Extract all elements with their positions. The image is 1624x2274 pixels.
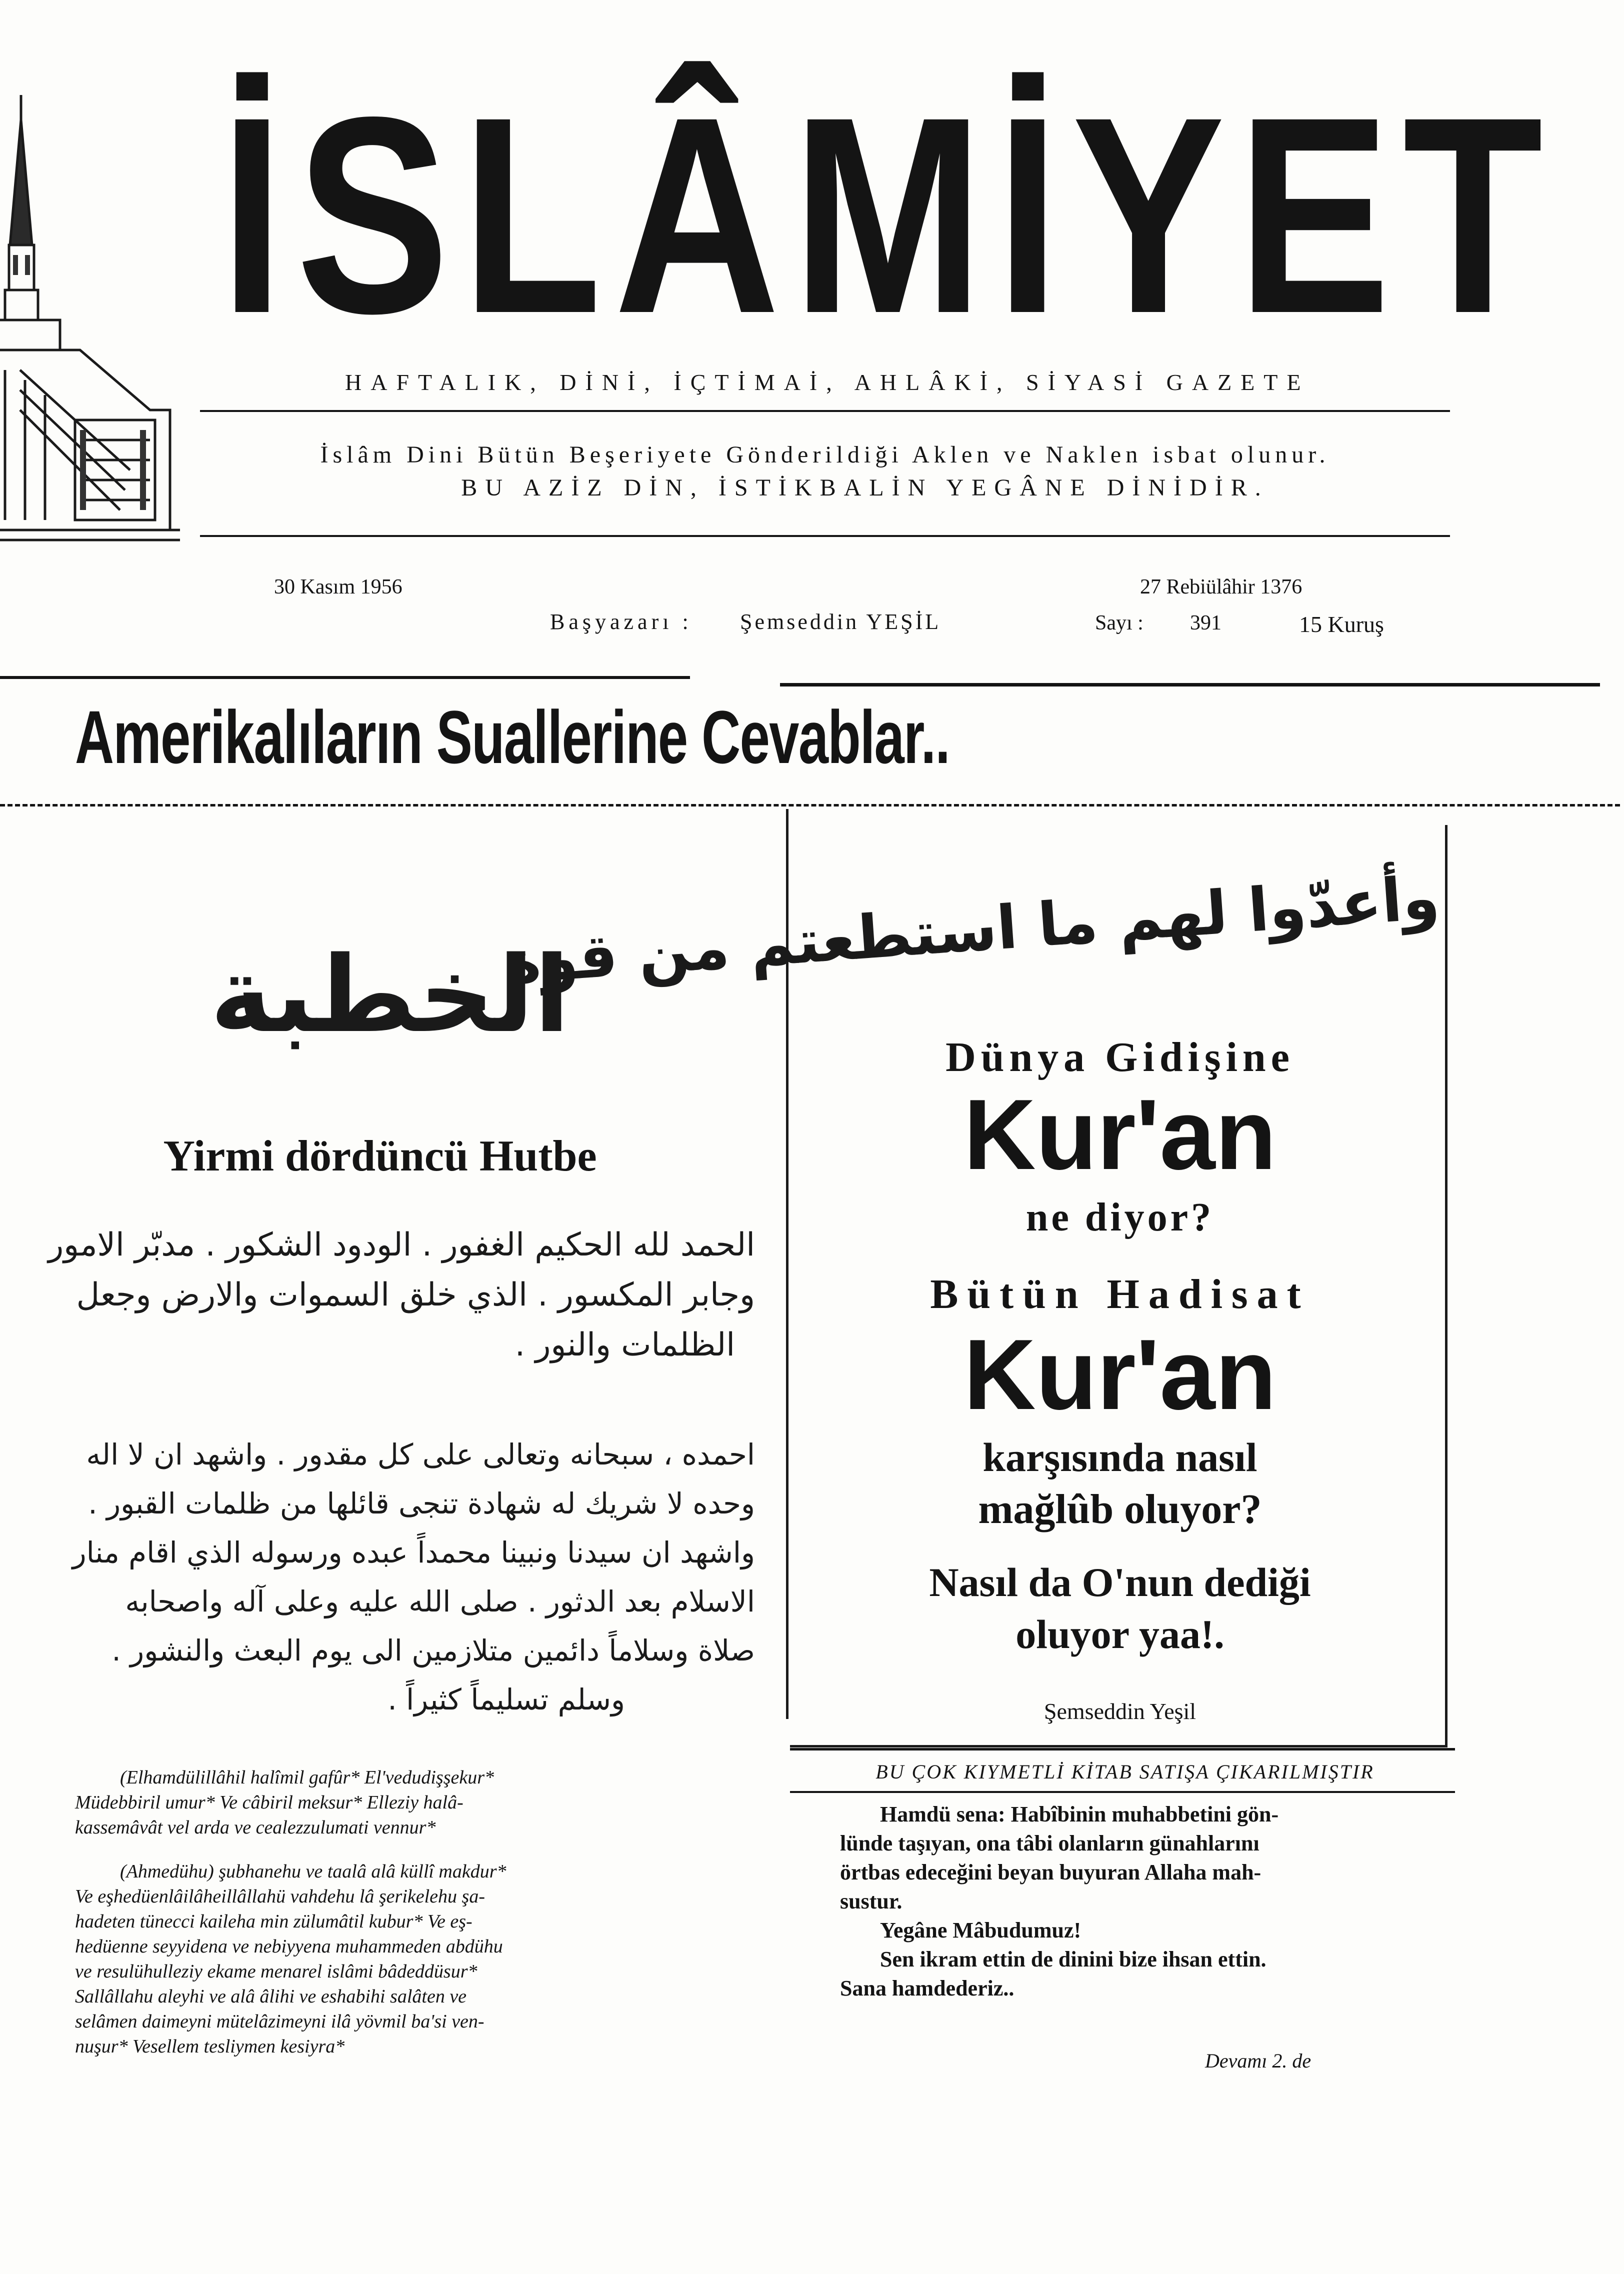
book-on-sale-notice: BU ÇOK KIYMETLİ KİTAB SATIŞA ÇIKARILMIŞTIR: [876, 1760, 1374, 1783]
arabic-line: احمده ، سبحانه وتعالى على كل مقدور . واشهد ان لا اله: [86, 1438, 755, 1472]
ad-body-paragraph: [840, 1800, 1405, 2003]
ad-line-2: ne diyor?: [1026, 1196, 1214, 1240]
ad-author: Şemseddin Yeşil: [1044, 1698, 1196, 1724]
minbar-illustration: [0, 90, 190, 590]
body-line: Sana hamdederiz..: [840, 1976, 1014, 2000]
headline-rule-top-1: [0, 676, 690, 679]
body-line: örtbas edeceğini beyan buyuran Allaha mah-: [840, 1860, 1262, 1884]
transliteration-line: Ve eşhedüenlâilâheillâllahü vahdehu lâ şerikelehu şa-: [75, 1886, 485, 1907]
main-headline: Amerikalıların Suallerine Cevablar..: [75, 695, 950, 779]
ad-kuran-2: Kur'an: [964, 1319, 1276, 1430]
transliteration-line: (Ahmedühu) şubhanehu ve taalâ alâ küllî makdur*: [120, 1861, 506, 1882]
body-line: Sen ikram ettin de dinini bize ihsan ettin.: [880, 1947, 1266, 1972]
transliteration-paragraph-1: [75, 1765, 755, 1840]
ad-line-1: Dünya Gidişine: [946, 1034, 1294, 1080]
arabic-line: صلاة وسلاماً دائمين متلازمين الى يوم البعث والنشور .: [112, 1634, 755, 1668]
body-line: Hamdü sena: Habîbinin muhabbetini gön-: [880, 1802, 1279, 1826]
arabic-line: الحمد لله الحكيم الغفور . الودود الشكور . مدبّر الامور: [48, 1226, 755, 1264]
ad-line-4: karşısında nasıl: [982, 1434, 1258, 1480]
headline-rule-bottom: [0, 804, 1620, 810]
notice-rule-bottom: [790, 1791, 1455, 1793]
date-gregorian: 30 Kasım 1956: [274, 576, 402, 598]
ad-kuran-1: Kur'an: [964, 1079, 1276, 1190]
ad-line-5: mağlûb oluyor?: [978, 1486, 1262, 1532]
transliteration-line: nuşur* Vesellem tesliymen kesiyra*: [75, 2036, 345, 2057]
arabic-line: واشهد ان سيدنا ونبينا محمداً عبده ورسوله الذي اقام منار: [72, 1536, 755, 1570]
price: 15 Kuruş: [1299, 612, 1384, 637]
arabic-paragraph-1: [45, 1220, 755, 1370]
arabic-line: الاسلام بعد الدثور . صلى الله عليه وعلى آله واصحابه: [125, 1584, 755, 1618]
masthead-subtitle: HAFTALIK, DİNİ, İÇTİMAİ, AHLÂKİ, SİYASİ GAZETE: [345, 370, 1310, 395]
hutbe-calligraphy: الخطبة: [210, 934, 570, 1056]
transliteration-line: kassemâvât vel arda ve cealezzulumati vennur*: [75, 1817, 436, 1838]
transliteration-line: (Elhamdülillâhil halîmil gafûr* El'vedudişşekur*: [120, 1767, 494, 1788]
transliteration-line: hedüenne seyyidena ve nebiyyena muhammeden abdühu: [75, 1936, 503, 1957]
transliteration-line: hadeten tünecci kaileha min zülumâtil kubur* Ve eş-: [75, 1911, 472, 1932]
quran-verse-calligraphy: وأعدّوا لهم ما استطعتم من قوة: [503, 863, 1442, 998]
transliteration-line: Müdebbiril umur* Ve câbiril meksur* Elleziy halâ-: [75, 1792, 464, 1813]
ad-line-6: Nasıl da O'nun dediği: [929, 1560, 1311, 1605]
body-line: Yegâne Mâbudumuz!: [880, 1918, 1082, 1942]
arabic-line: وجابر المكسور . الذي خلق السموات والارض وجعل: [76, 1276, 755, 1314]
continued-note: Devamı 2. de: [1205, 2050, 1312, 2072]
body-line: sustur.: [840, 1889, 902, 1914]
headline-rule-top-2: [780, 683, 1600, 686]
issue-number: 391: [1190, 612, 1222, 634]
arabic-line: الظلمات والنور .: [514, 1326, 735, 1364]
editor-label: Başyazarı :: [550, 610, 692, 634]
arabic-line: وحده لا شريك له شهادة تنجى قائلها من ظلمات القبور .: [88, 1486, 755, 1520]
masthead-rule-bottom: [200, 535, 1450, 537]
transliteration-line: selâmen daimeyni mütelâzimeyni ilâ yövmil ba'si ven-: [75, 2011, 484, 2032]
newspaper-title: İSLÂMİYET: [220, 58, 1556, 372]
editor-name: Şemseddin YEŞİL: [740, 610, 942, 634]
body-line: lünde taşıyan, ona tâbi olanların günahlarını: [840, 1831, 1260, 1856]
motto-line-1: İslâm Dini Bütün Beşeriyete Gönderildiği Aklen ve Naklen isbat olunur.: [320, 442, 1330, 468]
ad-line-3: Bütün Hadisat: [930, 1271, 1310, 1318]
date-hijri: 27 Rebiülâhir 1376: [1140, 576, 1302, 598]
arabic-line: وسلم تسليماً كثيراً .: [388, 1682, 625, 1716]
notice-rule-top: [790, 1748, 1455, 1750]
motto-line-2: BU AZİZ DİN, İSTİKBALİN YEGÂNE DİNİDİR.: [461, 474, 1269, 501]
arabic-paragraph-2: [45, 1430, 755, 1724]
masthead-rule-top: [200, 410, 1450, 412]
hutbe-title: Yirmi dördüncü Hutbe: [163, 1132, 597, 1180]
transliteration-line: Sallâllahu aleyhi ve alâ âlihi ve eshabihi salâten ve: [75, 1986, 467, 2007]
transliteration-line: ve resulühulleziy ekame menarel islâmi bâdeddüsur*: [75, 1961, 478, 1982]
issue-label: Sayı :: [1095, 612, 1144, 634]
ad-line-7: oluyor yaa!.: [1016, 1612, 1224, 1657]
transliteration-paragraph-2: [75, 1859, 755, 2059]
